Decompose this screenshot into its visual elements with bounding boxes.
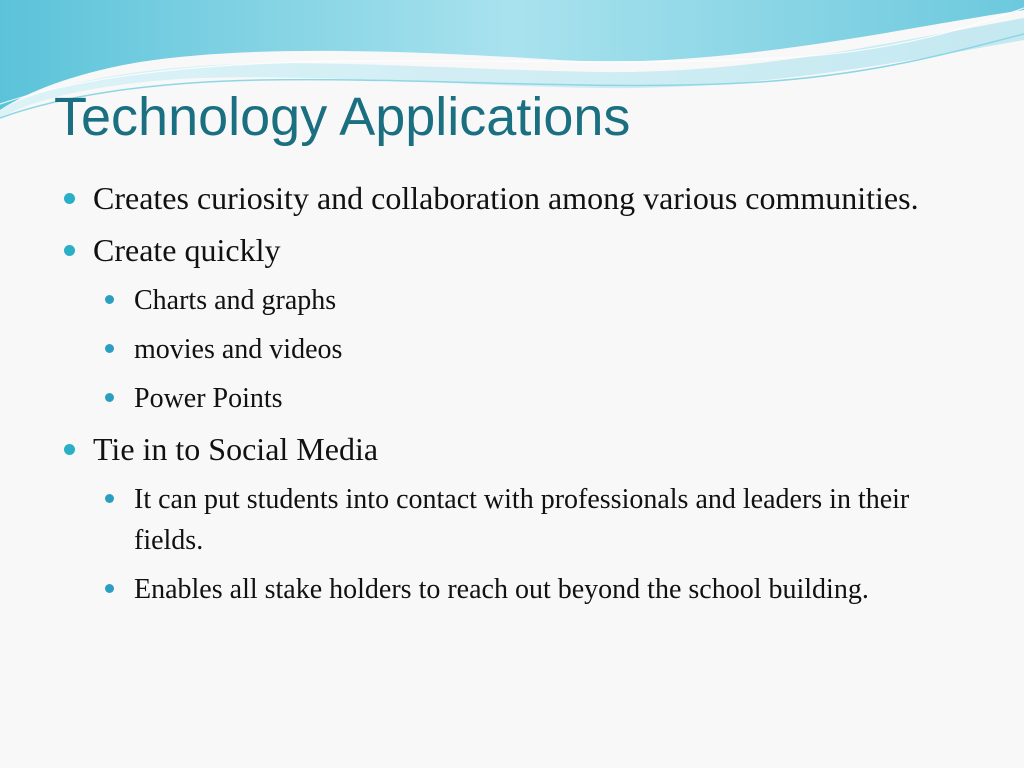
bullet-list	[64, 176, 984, 618]
bullet-item	[64, 228, 984, 272]
bullet-text: Creates curiosity and collaboration among various communities.	[93, 180, 919, 216]
sub-bullet-item	[105, 479, 984, 561]
slide-title: Technology Applications	[54, 87, 631, 147]
sub-bullet-text: Power Points	[134, 383, 283, 414]
sub-bullet-dot-icon	[105, 584, 114, 593]
sub-bullet-text: Enables all stake holders to reach out beyond the school building.	[134, 574, 869, 605]
sub-bullet-dot-icon	[105, 494, 114, 503]
bullet-text: Tie in to Social Media	[93, 431, 379, 467]
sub-bullet-dot-icon	[105, 295, 114, 304]
bullet-item	[64, 176, 984, 220]
sub-bullet-item	[105, 329, 984, 370]
bullet-dot-icon	[64, 444, 75, 455]
bullet-dot-icon	[64, 193, 75, 204]
bullet-text: Create quickly	[93, 232, 281, 268]
sub-bullet-dot-icon	[105, 344, 114, 353]
sub-bullet-text: movies and videos	[134, 334, 343, 365]
sub-bullet-item	[105, 378, 984, 419]
sub-bullet-item	[105, 569, 984, 610]
bullet-item	[64, 427, 984, 471]
sub-bullet-text: Charts and graphs	[134, 285, 337, 316]
sub-bullet-dot-icon	[105, 393, 114, 402]
sub-bullet-text: It can put students into contact with professionals and leaders in their fields.	[134, 484, 910, 556]
sub-bullet-item	[105, 280, 984, 321]
bullet-dot-icon	[64, 245, 75, 256]
